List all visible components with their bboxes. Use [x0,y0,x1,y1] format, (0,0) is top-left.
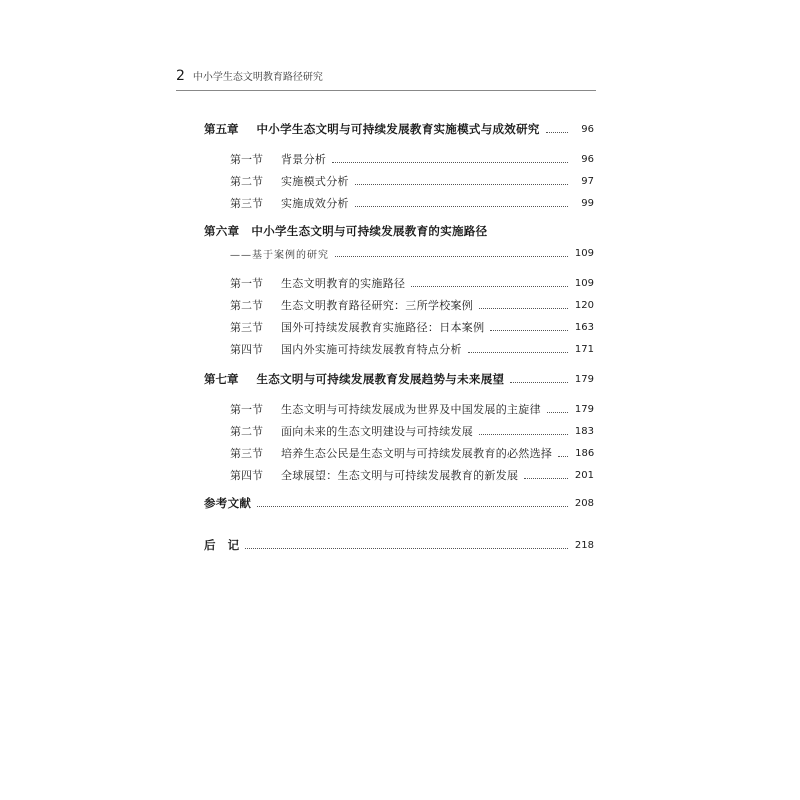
section-title: 实施模式分析 [281,175,349,188]
dot-leader [332,162,568,163]
toc-section-5-2[interactable] [230,172,594,190]
page-reference: 171 [574,343,594,355]
section-label: 第四节 [230,469,263,482]
page-reference: 109 [574,247,594,259]
page-reference: 208 [574,497,594,509]
section-label: 第一节 [230,153,263,166]
page-number: 2 [176,68,185,84]
dot-leader [355,206,568,207]
toc-references[interactable] [204,494,594,512]
section-title: 背景分析 [281,153,327,166]
chapter-label: 第七章 [204,372,239,386]
section-label: 第一节 [230,403,263,416]
dot-leader [411,286,568,287]
page-reference: 186 [575,447,595,459]
chapter-title: 中小学生态文明与可持续发展教育的实施路径 [251,224,488,238]
running-header [176,68,323,88]
page-reference: 97 [581,175,594,187]
section-title: 实施成效分析 [281,197,349,210]
page-reference: 120 [574,299,594,311]
toc-section-6-4[interactable] [230,340,594,358]
chapter-title: 中小学生态文明与可持续发展教育实施模式与成效研究 [256,122,540,136]
chapter-label: 第五章 [204,122,239,136]
section-label: 第三节 [230,447,263,460]
toc-chapter-6[interactable] [204,222,487,240]
page-reference: 179 [574,373,594,385]
dot-leader [547,412,568,413]
dot-leader [524,478,568,479]
page-reference: 201 [574,469,594,481]
chapter-subtitle: ——基于案例的研究 [230,249,329,261]
section-title: 培养生态公民是生态文明与可持续发展教育的必然选择 [281,447,553,460]
toc-section-5-1[interactable] [230,150,594,168]
page-reference: 99 [581,197,594,209]
section-label: 第一节 [230,277,263,290]
dot-leader [546,132,568,133]
section-title: 国内外实施可持续发展教育特点分析 [281,343,462,356]
section-label: 第四节 [230,343,263,356]
section-label: 第二节 [230,425,263,438]
section-label: 第三节 [230,197,263,210]
book-title: 中小学生态文明教育路径研究 [192,72,323,83]
section-label: 第二节 [230,175,263,188]
section-title: 国外可持续发展教育实施路径：日本案例 [281,321,485,334]
toc-chapter-7[interactable] [204,370,594,388]
page-reference: 183 [574,425,594,437]
dot-leader [468,352,568,353]
page-reference: 218 [574,539,594,551]
references-title: 参考文献 [204,496,252,510]
toc-section-6-1[interactable] [230,274,594,292]
chapter-title: 生态文明与可持续发展教育发展趋势与未来展望 [256,372,505,386]
toc-section-5-3[interactable] [230,194,594,212]
dot-leader [479,308,568,309]
toc-chapter-6-subtitle[interactable] [230,244,594,262]
chapter-label: 第六章 [204,224,240,238]
dot-leader [257,506,568,507]
dot-leader [479,434,568,435]
toc-section-7-4[interactable] [230,466,594,484]
section-title: 生态文明教育路径研究：三所学校案例 [281,299,474,312]
section-title: 生态文明与可持续发展成为世界及中国发展的主旋律 [281,403,541,416]
toc-chapter-5[interactable] [204,120,594,138]
section-title: 生态文明教育的实施路径 [281,277,406,290]
dot-leader [558,456,568,457]
page-reference: 179 [574,403,594,415]
section-title: 全球展望：生态文明与可持续发展教育的新发展 [281,469,519,482]
page-reference: 109 [574,277,594,289]
dot-leader [510,382,568,383]
section-label: 第三节 [230,321,263,334]
section-label: 第二节 [230,299,263,312]
page-reference: 96 [581,123,594,135]
toc-section-6-3[interactable] [230,318,594,336]
afterword-title: 后 记 [204,538,240,552]
dot-leader [335,256,568,257]
header-rule [176,90,596,91]
dot-leader [245,548,568,549]
toc-section-6-2[interactable] [230,296,594,314]
toc-afterword[interactable] [204,536,594,554]
page-reference: 96 [581,153,594,165]
dot-leader [355,184,568,185]
toc-section-7-2[interactable] [230,422,594,440]
section-title: 面向未来的生态文明建设与可持续发展 [281,425,474,438]
page-reference: 163 [574,321,594,333]
toc-section-7-3[interactable] [230,444,594,462]
toc-section-7-1[interactable] [230,400,594,418]
dot-leader [490,330,568,331]
